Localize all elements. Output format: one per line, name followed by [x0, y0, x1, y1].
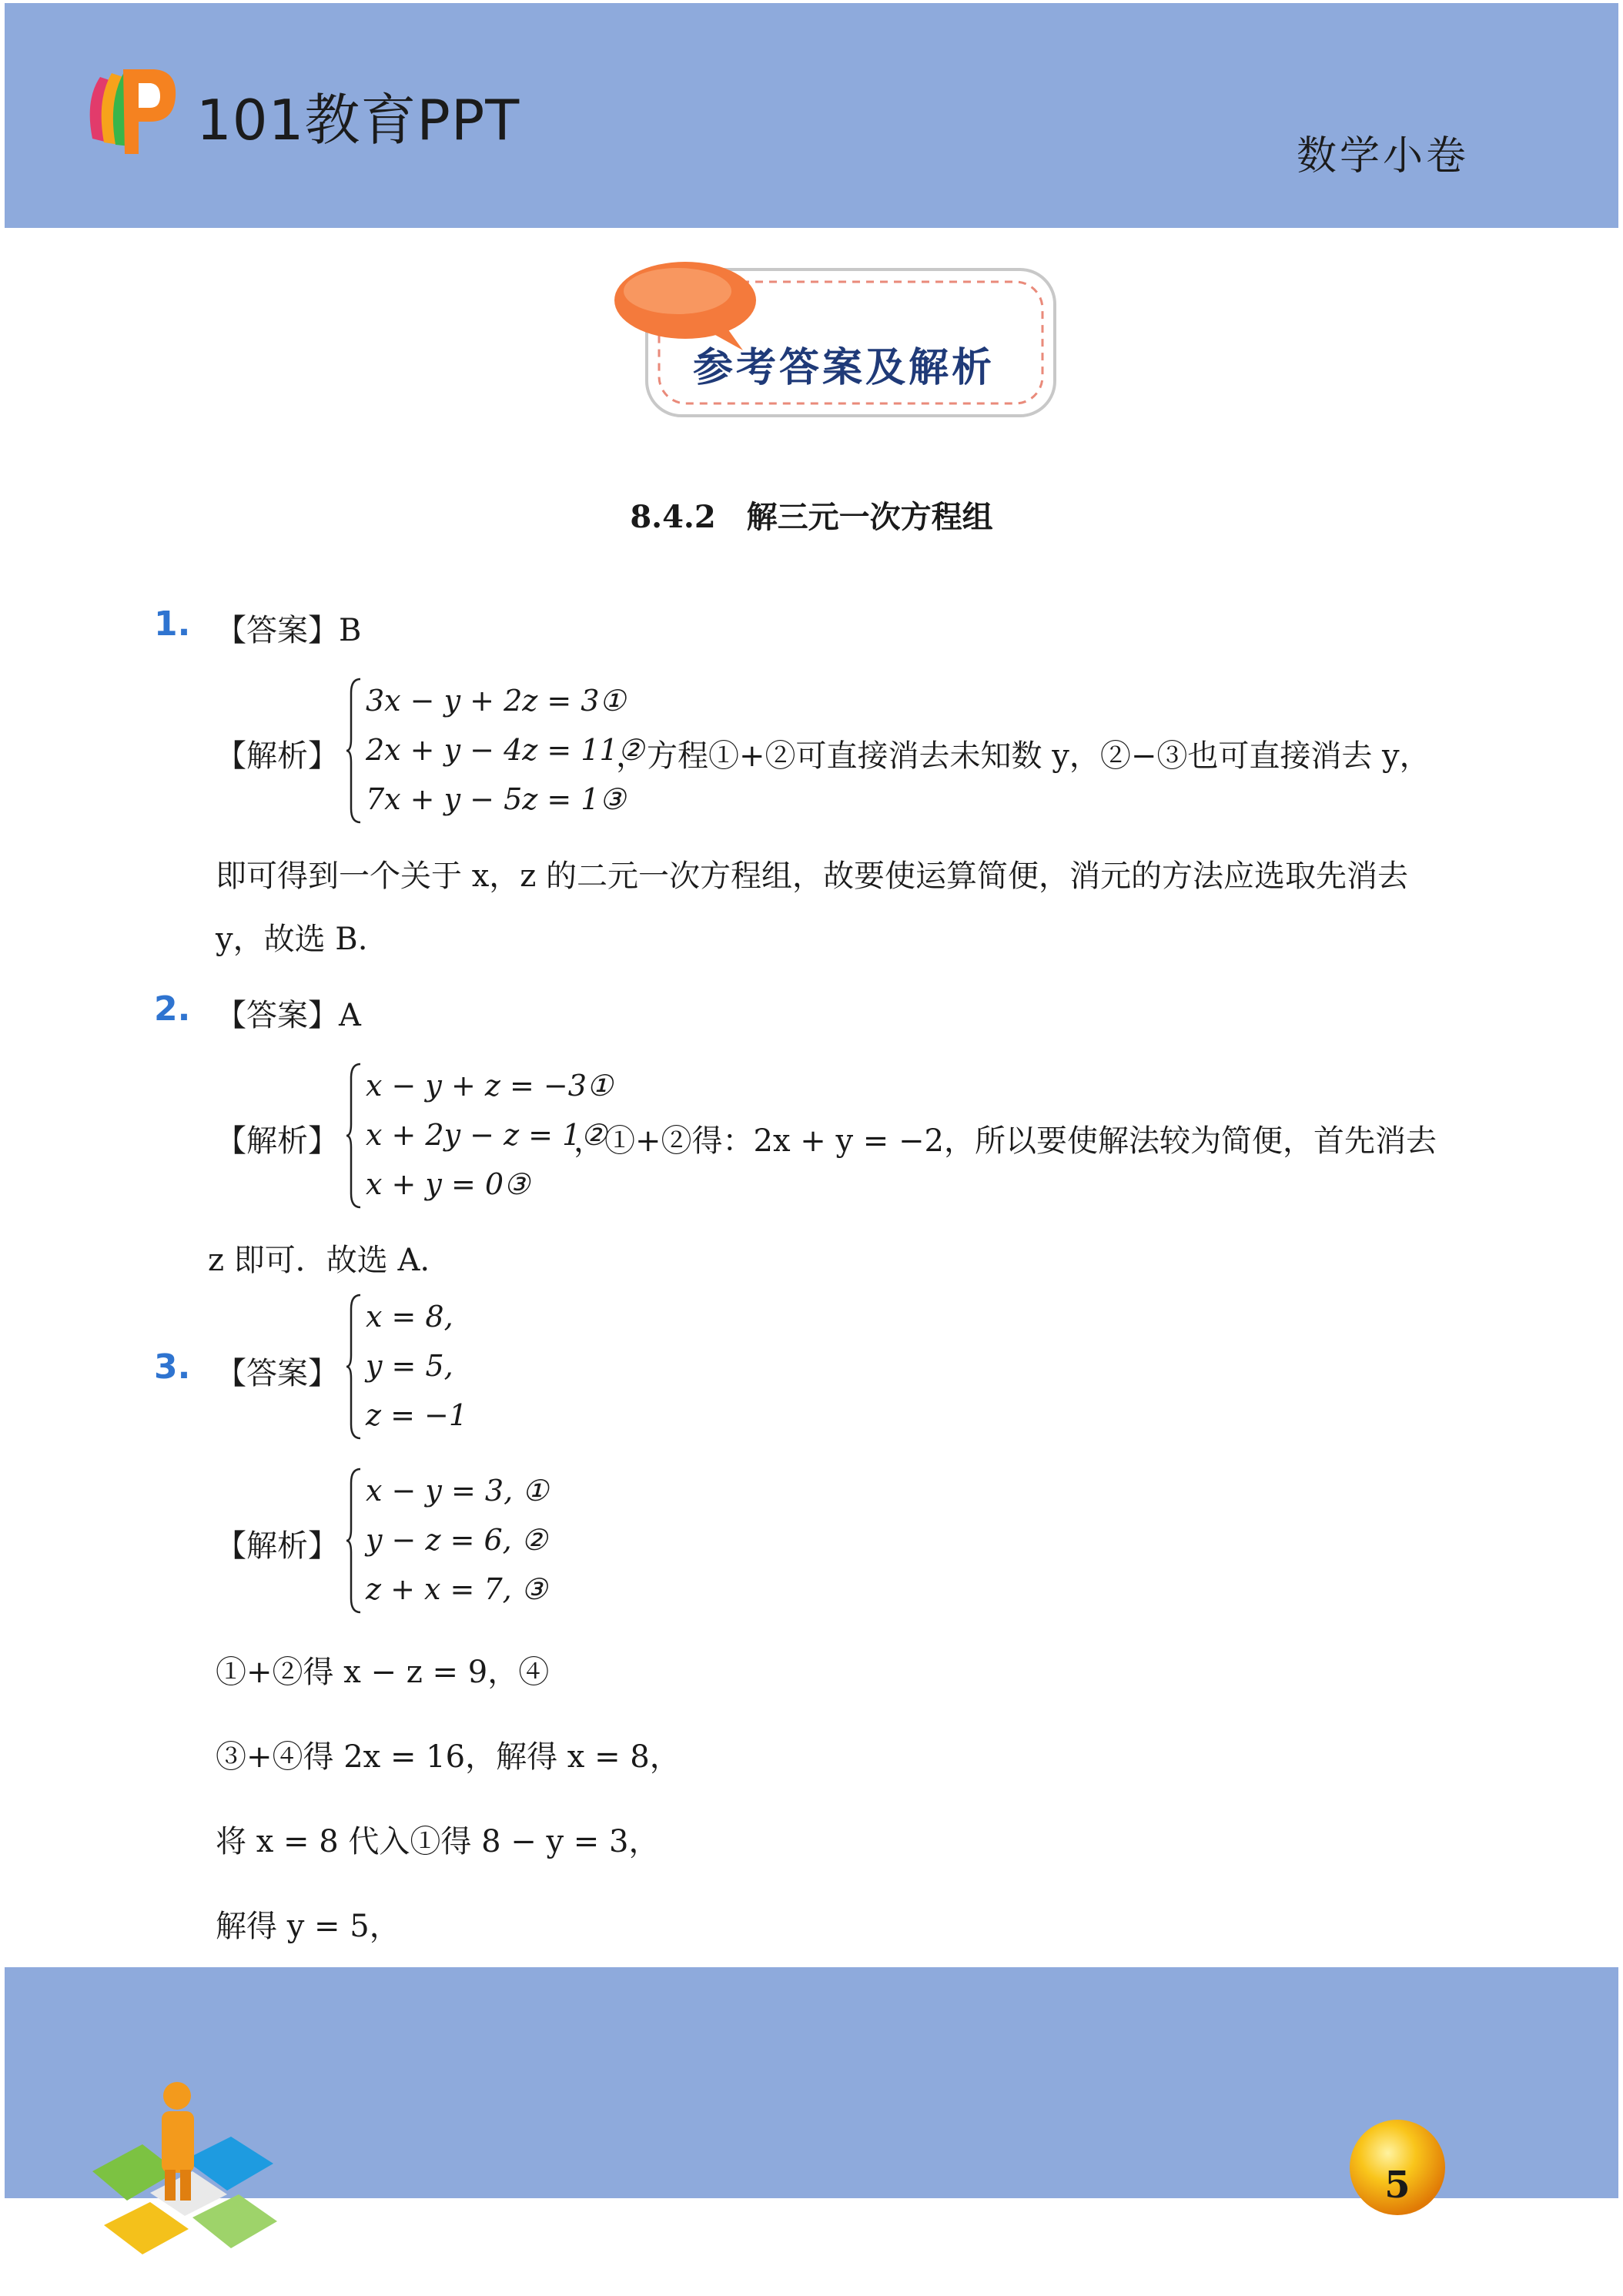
q1-equation-2: 2x + y − 4z = 11②: [366, 733, 644, 767]
q3-step-1: ①+②得 x − z = 9，④: [216, 1655, 550, 1690]
question-number-3: 3.: [154, 1347, 191, 1387]
q3-equation-3: z + x = 7, ③: [366, 1572, 547, 1606]
brand-logo-icon: [77, 54, 185, 162]
q3-step-2: ③+④得 2x = 16，解得 x = 8，: [216, 1739, 681, 1775]
q1-equation-3: 7x + y − 5z = 1③: [366, 782, 626, 816]
q2-analysis-label: 【解析】: [216, 1123, 339, 1159]
q3-answer: 【答案】: [216, 1356, 339, 1391]
q3-analysis-label: 【解析】: [216, 1528, 339, 1564]
brand-name: 101教育PPT: [196, 88, 520, 152]
subject-label: 数学小卷: [1296, 133, 1469, 179]
q1-equation-1: 3x − y + 2z = 3①: [366, 684, 626, 718]
question-number-2: 2.: [154, 989, 191, 1029]
q3-answer-z: z = −1: [366, 1398, 468, 1432]
q2-equation-2: x + 2y − z = 1②: [366, 1118, 607, 1152]
q2-equation-3: x + y = 0③: [366, 1167, 530, 1201]
q1-answer: 【答案】B: [216, 613, 362, 648]
page-title: 参考答案及解析: [693, 345, 996, 391]
q1-analysis-continued: 即可得到一个关于 x，z 的二元一次方程组，故要使运算简便，消元的方法应选取先消去: [216, 858, 1409, 894]
q2-system-brace: [345, 1063, 362, 1209]
q2-conclusion: z 即可．故选 A.: [208, 1243, 430, 1278]
question-number-1: 1.: [154, 604, 191, 644]
q1-conclusion: y，故选 B.: [216, 922, 368, 957]
q2-answer: 【答案】A: [216, 998, 361, 1033]
q1-analysis-label: 【解析】: [216, 738, 339, 774]
q3-equation-2: y − z = 6, ②: [366, 1523, 547, 1557]
q3-step-3: 将 x = 8 代入①得 8 − y = 3，: [216, 1824, 660, 1859]
q3-equation-1: x − y = 3, ①: [366, 1474, 549, 1508]
tiles-figure-icon: [85, 2079, 293, 2264]
q1-system-brace: [345, 678, 362, 824]
q3-answer-brace: [345, 1294, 362, 1440]
q2-equation-1: x − y + z = −3①: [366, 1069, 613, 1103]
page-number: 5: [1384, 2164, 1411, 2207]
q3-system-brace: [345, 1468, 362, 1614]
q1-analysis-text: ，方程①+②可直接消去未知数 y，②−③也可直接消去 y，: [616, 738, 1431, 774]
q2-analysis-text: ，①+②得：2x + y = −2，所以要使解法较为简便，首先消去: [574, 1123, 1437, 1159]
q3-answer-x: x = 8,: [366, 1300, 453, 1334]
q3-step-4: 解得 y = 5，: [216, 1909, 400, 1944]
q3-answer-y: y = 5,: [366, 1349, 453, 1383]
section-title: 8.4.2 解三元一次方程组: [630, 499, 993, 535]
